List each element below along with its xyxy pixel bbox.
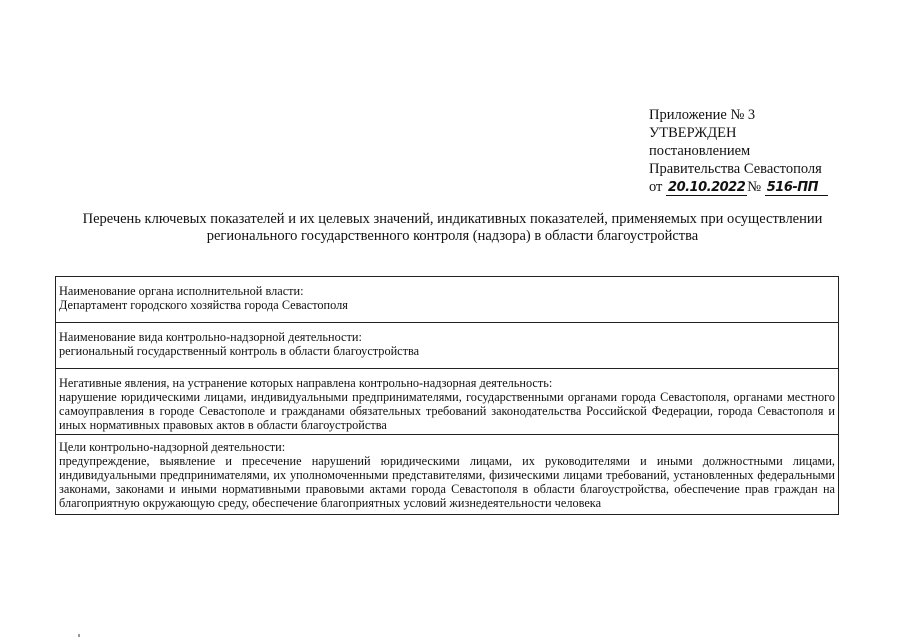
table-row-goals xyxy=(56,434,838,514)
approved-label: УТВЕРЖДЕН xyxy=(649,125,737,141)
government-label: Правительства Севастополя xyxy=(649,161,822,177)
scan-speck xyxy=(78,634,80,637)
appendix-number: Приложение № 3 xyxy=(649,107,756,123)
handwritten-date: 20.10.2022 xyxy=(668,180,746,195)
handwritten-number: 516-ПП xyxy=(765,180,828,196)
info-table xyxy=(55,276,839,515)
row-heading: Цели контрольно-надзорной деятельности: xyxy=(59,440,286,454)
date-number-line xyxy=(649,178,899,196)
row-content: Департамент городского хозяйства города Севастополя xyxy=(59,298,348,312)
row-heading: Негативные явления, на устранение которых направлена контрольно-надзорная деятельность: xyxy=(59,376,553,390)
row-content: предупреждение, выявление и пресечение нарушений юридическими лицами, их руководителями и иными должностными лицами, индивидуальными предпринимателями, их уполномоченными представителями, физическими лицами требований, установленных федеральными законами, законами и иными нормативными правовыми актами города Севастополя в области благоустройства, обеспечение прав граждан на благоприятную окружающую среду, обеспечение благоприятных условий жизнедеятельности человека xyxy=(59,454,835,510)
number-sign: № xyxy=(747,179,762,195)
approval-block xyxy=(649,106,899,196)
row-heading: Наименование органа исполнительной власти: xyxy=(59,284,304,298)
row-content: нарушение юридическими лицами, индивидуальными предпринимателями, государственными органами города Севастополя, органами местного самоуправления в городе Севастополе и гражданами обязательных требований законодательства Российской Федерации, города Севастополя и иных нормативных правовых актов в области благоустройства xyxy=(59,390,835,432)
row-content: региональный государственный контроль в области благоустройства xyxy=(59,344,420,358)
table-row-activity-type xyxy=(56,322,838,368)
table-row-negative-phenomena xyxy=(56,368,838,434)
resolution-label: постановлением xyxy=(649,143,751,159)
document-title: Перечень ключевых показателей и их целевых значений, индикативных показателей, применяемых при осуществлении регионального государственного контроля (надзора) в области благоустройства xyxy=(82,211,823,244)
row-heading: Наименование вида контрольно-надзорной деятельности: xyxy=(59,330,362,344)
date-prefix: от xyxy=(649,179,663,195)
table-row-authority xyxy=(56,277,838,322)
